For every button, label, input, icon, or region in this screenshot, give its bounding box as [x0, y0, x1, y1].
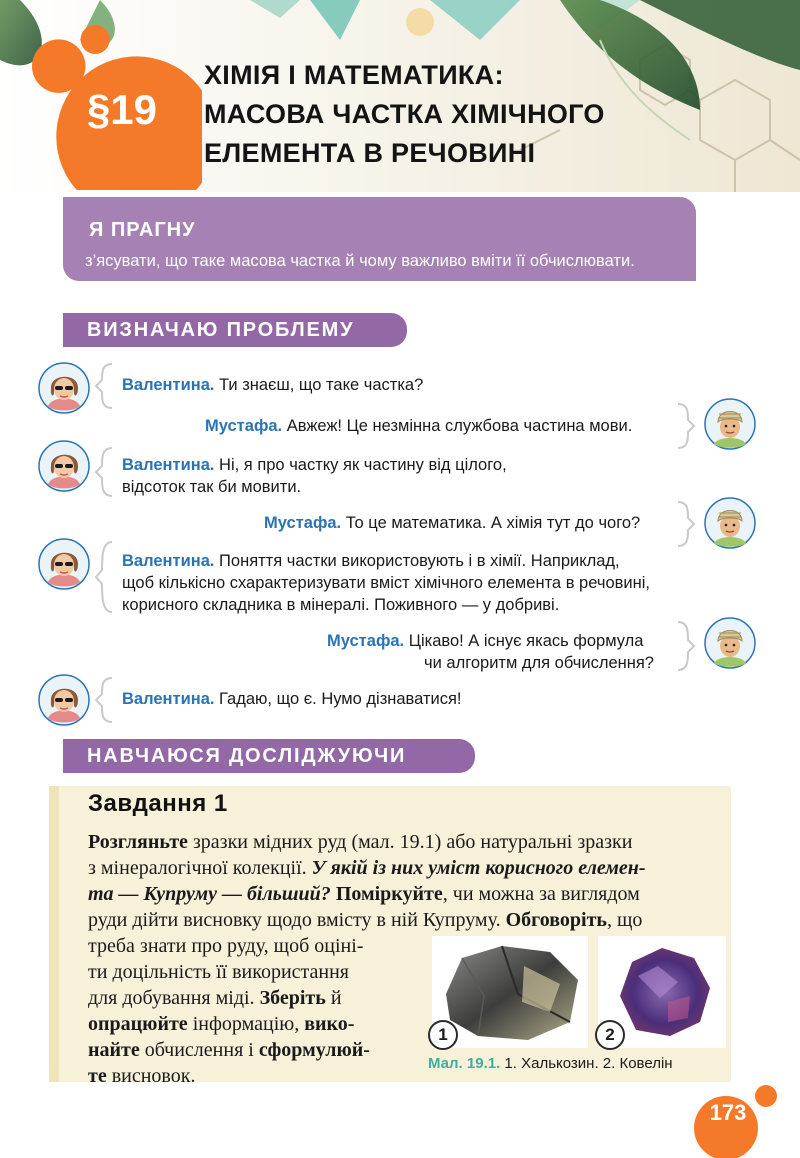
title-line: ЕЛЕМЕНТА В РЕЧОВИНІ — [204, 138, 536, 168]
task-verb: те — [88, 1065, 107, 1087]
caption-text: 1. Халькозин. 2. Ковелін — [500, 1055, 673, 1072]
mustafa-avatar — [704, 617, 756, 669]
dialogue-line — [122, 688, 462, 710]
task-verb: найте — [88, 1039, 140, 1061]
task-title: Завдання 1 — [88, 790, 228, 817]
task-text-line — [88, 1063, 195, 1089]
mustafa-avatar — [704, 497, 756, 549]
task-text: висновок. — [106, 1065, 196, 1087]
section-heading-problem: ВИЗНАЧАЮ ПРОБЛЕМУ — [63, 313, 407, 347]
task-text: з мінералогічної колекції. — [88, 857, 312, 879]
dialogue-line — [264, 512, 640, 534]
goal-box — [63, 197, 696, 281]
task-text: , чи можна за виглядом — [442, 883, 640, 905]
valentyna-avatar — [38, 674, 90, 726]
speech-brace-icon — [94, 362, 114, 410]
task-text-line: треба знати про руду, щоб оціні- — [88, 935, 364, 957]
caption-label: Мал. 19.1. — [428, 1055, 501, 1072]
task-text-line — [88, 829, 632, 855]
speaker-valentyna: Валентина. — [122, 690, 215, 708]
dialogue-text: Ти знаєш, що таке частка? — [219, 376, 424, 394]
task-verb: опрацюйте — [88, 1013, 188, 1035]
task-stripe — [49, 786, 59, 1082]
task-verb: Розгляньте — [88, 831, 188, 853]
task-verb: Зберіть — [259, 987, 326, 1009]
speaker-mustafa: Мустафа. — [264, 514, 342, 532]
valentyna-avatar — [38, 538, 90, 590]
dialogue-line — [122, 550, 620, 572]
dialogue-line: корисного складника в мінералі. Поживного — у добриві. — [122, 596, 560, 614]
valentyna-avatar — [38, 440, 90, 492]
dialogue-text: Поняття частки використовують і в хімії. Наприклад, — [219, 552, 620, 570]
goal-text: з’ясувати, що таке масова частка й чому важливо вміти її обчислювати. — [85, 252, 635, 270]
dialogue-line — [122, 374, 423, 396]
task-text-line — [88, 881, 640, 907]
valentyna-avatar — [38, 362, 90, 414]
task-text: , що — [606, 909, 643, 931]
task-text: й — [325, 987, 342, 1009]
task-verb: сформулюй- — [258, 1039, 370, 1061]
task-text: обчислення і — [139, 1039, 259, 1061]
page-number: 173 — [709, 1100, 747, 1125]
speech-brace-icon — [94, 540, 114, 614]
task-text: для добування міді. — [88, 987, 260, 1009]
task-verb: Обговоріть — [505, 909, 607, 931]
speech-brace-icon — [94, 446, 114, 498]
dialogue-text: То це математика. А хімія тут до чого? — [345, 514, 641, 532]
dialogue-text: Гадаю, що є. Нумо дізнаватися! — [219, 690, 462, 708]
page-title — [204, 56, 605, 173]
task-text-line: ти доцільність її використання — [88, 961, 349, 983]
task-text-line — [88, 1037, 370, 1063]
task-question: та — Купруму — більший? — [88, 883, 331, 905]
task-text: зразки мідних руд (мал. 19.1) або натуральні зразки — [187, 831, 633, 853]
task-verb: вико- — [304, 1013, 355, 1035]
task-verb: Поміркуйте — [330, 883, 443, 905]
dialogue-line: щоб кількісно схарактеризувати вміст хімічного елемента в речовині, — [122, 574, 650, 592]
dialogue-text: Авжеж! Це незмінна службова частина мови. — [286, 417, 633, 435]
task-text-line — [88, 907, 642, 933]
task-text: руди дійти висновку щодо вмісту в ній Купруму. — [88, 909, 506, 931]
section-heading-research: НАВЧАЮСЯ ДОСЛІДЖУЮЧИ — [63, 739, 475, 773]
figure-caption — [428, 1055, 673, 1072]
dialogue-line — [122, 454, 507, 476]
title-line: ХІМІЯ І МАТЕМАТИКА: — [204, 60, 504, 90]
speaker-mustafa: Мустафа. — [327, 632, 405, 650]
speech-brace-icon — [94, 676, 114, 724]
task-text-line — [88, 1011, 354, 1037]
speaker-valentyna: Валентина. — [122, 456, 215, 474]
mustafa-avatar — [704, 398, 756, 450]
dialogue-line — [205, 415, 632, 437]
sun-icon — [406, 8, 434, 36]
speaker-mustafa: Мустафа. — [205, 417, 283, 435]
title-line: МАСОВА ЧАСТКА ХІМІЧНОГО — [204, 99, 605, 129]
dialogue-text: Ні, я про частку як частину від цілого, — [219, 456, 507, 474]
dialogue-line: чи алгоритм для обчислення? — [424, 654, 654, 672]
figure-marker: 2 — [595, 1020, 625, 1050]
task-text-line — [88, 855, 646, 881]
speech-brace-icon — [676, 620, 696, 672]
task-text: інформацію, — [187, 1013, 305, 1035]
dialogue-text: Цікаво! А існує якась формула — [408, 632, 644, 650]
paragraph-number: §19 — [86, 86, 158, 133]
speaker-valentyna: Валентина. — [122, 552, 215, 570]
task-question: У якій із них уміст корисного елемен- — [311, 857, 646, 879]
speaker-valentyna: Валентина. — [122, 376, 215, 394]
speech-brace-icon — [676, 402, 696, 450]
figure-marker: 1 — [428, 1020, 458, 1050]
goal-heading: Я ПРАГНУ — [89, 219, 196, 241]
speech-brace-icon — [676, 500, 696, 548]
task-text-line — [88, 985, 342, 1011]
dialogue-line — [327, 630, 643, 652]
dialogue-line: відсоток так би мовити. — [122, 478, 302, 496]
